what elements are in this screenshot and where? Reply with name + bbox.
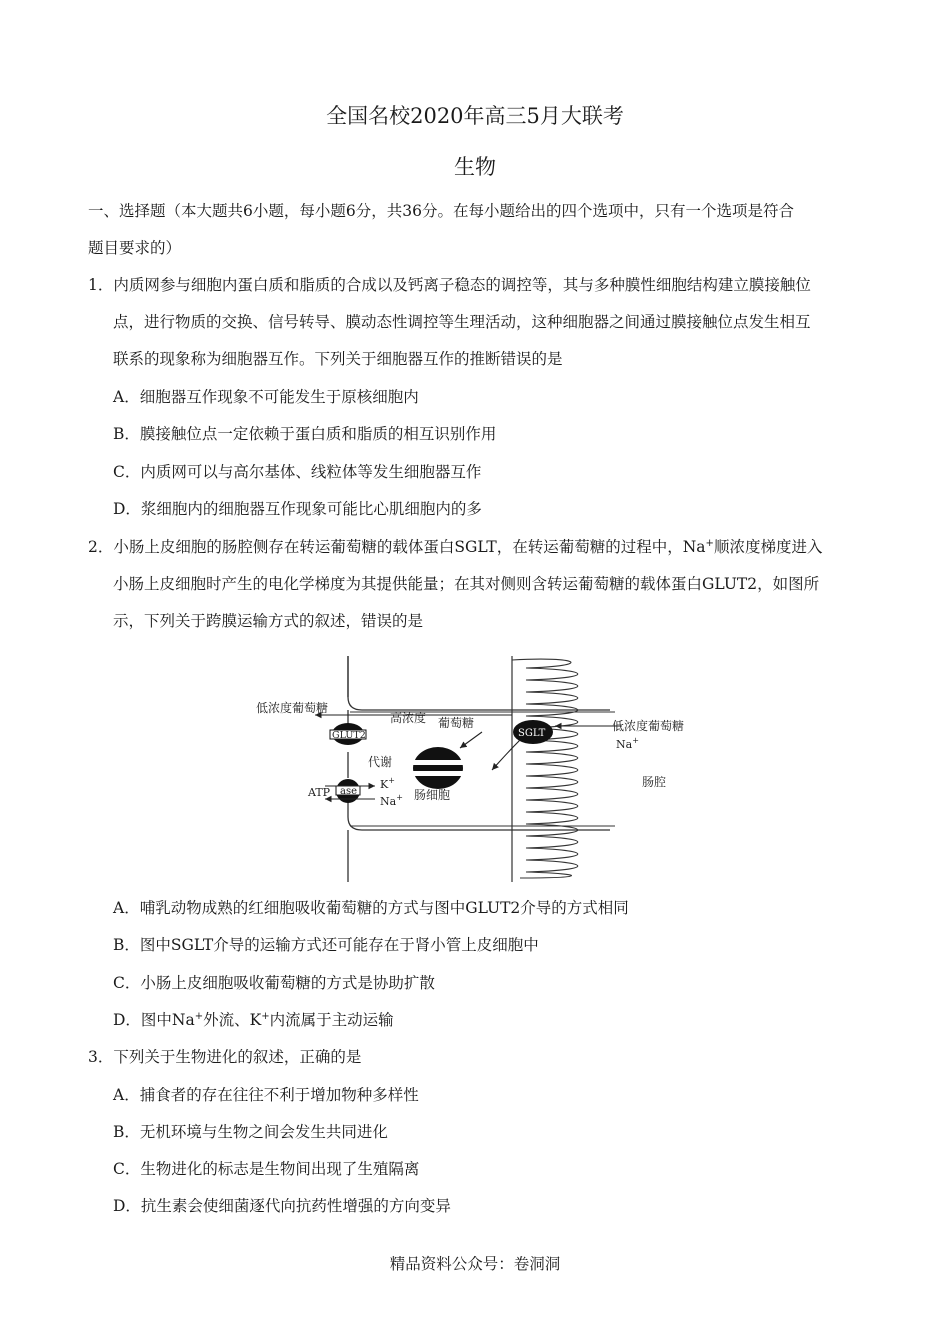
k-label: K+	[380, 776, 395, 791]
exam-title: 全国名校2020年高三5月大联考	[326, 104, 624, 128]
q1-stem-line1: 1．内质网参与细胞内蛋白质和脂质的合成以及钙离子稳态的调控等，其与多种膜性细胞结构建立膜接触位	[88, 276, 811, 294]
q2-stem-line2: 小肠上皮细胞时产生的电化学梯度为其提供能量；在其对侧则含转运葡萄糖的载体蛋白GLUT2，如图所	[113, 575, 820, 593]
section-instructions-line1: 一、选择题（本大题共6小题，每小题6分，共36分。在每小题给出的四个选项中，只有一个选项是符合	[88, 202, 794, 220]
lumen-label: 肠腔	[642, 775, 667, 789]
q2-option-d: D．图中Na+外流、K+内流属于主动运输	[113, 1010, 394, 1029]
q1-stem-line2: 点，进行物质的交换、信号转导、膜动态性调控等生理活动，这种细胞器之间通过膜接触位点发生相互	[113, 313, 811, 331]
q3-option-c: C．生物进化的标志是生物间出现了生殖隔离	[113, 1160, 420, 1178]
q2-option-b: B．图中SGLT介导的运输方式还可能存在于肾小管上皮细胞中	[113, 936, 539, 954]
na-right-label: Na+	[616, 736, 639, 751]
high-conc-label: 高浓度	[390, 711, 427, 725]
low-glucose-left-label: 低浓度葡萄糖	[256, 701, 329, 715]
q3-option-a: A．捕食者的存在往往不利于增加物种多样性	[113, 1086, 419, 1104]
intestinal-cell-diagram	[250, 652, 710, 882]
q1-option-b: B．膜接触位点一定依赖于蛋白质和脂质的相互识别作用	[113, 425, 497, 443]
metabolism-label: 代谢	[368, 755, 393, 769]
q1-option-c: C．内质网可以与高尔基体、线粒体等发生细胞器互作	[113, 463, 482, 481]
cell-label: 肠细胞	[414, 788, 451, 802]
section-instructions-line2: 题目要求的）	[88, 239, 182, 257]
q2-option-c: C．小肠上皮细胞吸收葡萄糖的方式是协助扩散	[113, 974, 435, 992]
metabolism-organelle	[413, 747, 463, 789]
atp-label: ATP	[308, 786, 331, 799]
q2-stem-line3: 示，下列关于跨膜运输方式的叙述，错误的是	[113, 612, 424, 630]
footer-watermark: 精品资料公众号：卷洞洞	[389, 1255, 561, 1273]
q3-option-d: D．抗生素会使细菌逐代向抗药性增强的方向变异	[113, 1197, 451, 1215]
q1-stem-line3: 联系的现象称为细胞器互作。下列关于细胞器互作的推断错误的是	[113, 350, 563, 368]
subject-title: 生物	[454, 155, 496, 179]
microvilli	[512, 659, 578, 878]
q1-option-a: A．细胞器互作现象不可能发生于原核细胞内	[113, 388, 419, 406]
ase-label: ase	[340, 786, 358, 797]
q2-option-a: A．哺乳动物成熟的红细胞吸收葡萄糖的方式与图中GLUT2介导的方式相同	[113, 899, 629, 917]
glucose-label: 葡萄糖	[438, 716, 475, 730]
sglt-label: SGLT	[518, 728, 546, 739]
q1-option-d: D．浆细胞内的细胞器互作现象可能比心肌细胞内的多	[113, 500, 482, 518]
q2-stem-line1: 2．小肠上皮细胞的肠腔侧存在转运葡萄糖的载体蛋白SGLT，在转运葡萄糖的过程中，Na+顺浓度梯度进入	[88, 537, 823, 556]
q3-option-b: B．无机环境与生物之间会发生共同进化	[113, 1123, 388, 1141]
glut2-label: GLUT2	[332, 730, 366, 741]
na-left-label: Na+	[380, 793, 403, 808]
glucose-to-metabolism-arrow	[460, 732, 482, 748]
low-glucose-right-label: 低浓度葡萄糖	[612, 719, 685, 733]
cell-membrane-bottom	[348, 817, 610, 830]
q3-stem: 3．下列关于生物进化的叙述，正确的是	[88, 1048, 362, 1066]
na-entry-arrow	[492, 740, 520, 770]
